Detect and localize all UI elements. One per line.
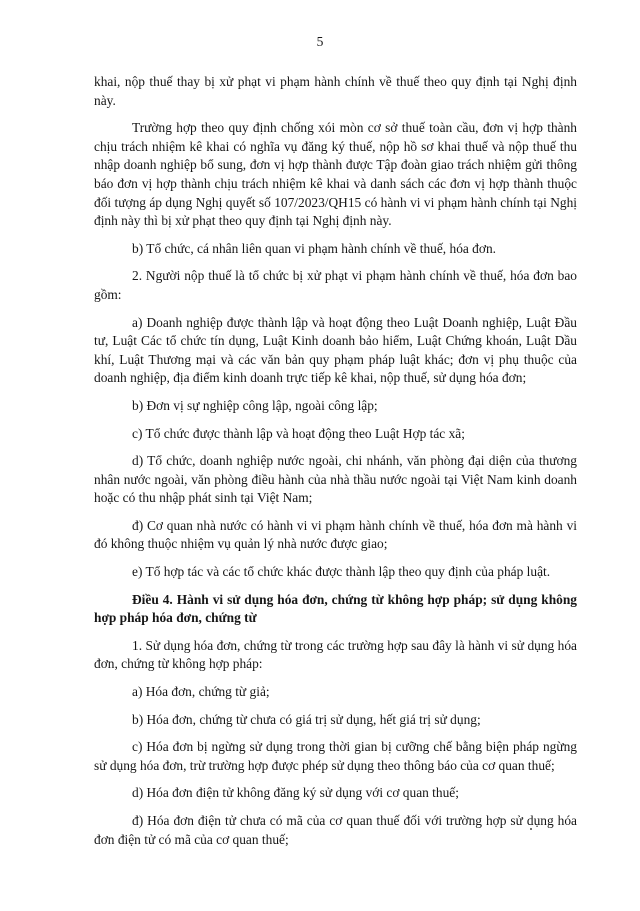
paragraph-4-1b: b) Hóa đơn, chứng từ chưa có giá trị sử dụng, hết giá trị sử dụng; [132,711,481,727]
paragraph-2: 2. Người nộp thuế là tổ chức bị xử phạt vi phạm hành chính về thuế, hóa đơn bao gồm: [94,268,577,302]
paragraph-4-1a: a) Hóa đơn, chứng từ giả; [132,684,270,700]
paragraph-2e: e) Tổ hợp tác và các tổ chức khác được thành lập theo quy định của pháp luật. [132,564,551,580]
paragraph-continuation: khai, nộp thuế thay bị xử phạt vi phạm hành chính về thuế theo quy định tại Nghị định này. [94,74,577,108]
page-number: 5 [316,34,324,49]
paragraph-4-1: 1. Sử dụng hóa đơn, chứng từ trong các trường hợp sau đây là hành vi sử dụng hóa đơn, chứng từ không hợp pháp: [94,637,577,672]
scan-speck [530,828,532,830]
paragraph-2dd: đ) Cơ quan nhà nước có hành vi vi phạm hành chính về thuế, hóa đơn mà hành vi đó không thuộc nhiệm vụ quản lý nhà nước được giao; [94,517,577,552]
paragraph-4-1c: c) Hóa đơn bị ngừng sử dụng trong thời gian bị cưỡng chế bằng biện pháp ngừng sử dụng hóa đơn, trừ trường hợp được phép sử dụng theo thông báo của cơ quan thuế; [94,739,577,773]
paragraph-4-1dd: đ) Hóa đơn điện tử chưa có mã của cơ quan thuế đối với trường hợp sử dụng hóa đơn điện tử có mã của cơ quan thuế; [94,813,577,847]
paragraph-2b: b) Đơn vị sự nghiệp công lập, ngoài công lập; [132,397,378,413]
document-body [94,73,577,858]
paragraph-2d: d) Tổ chức, doanh nghiệp nước ngoài, chi nhánh, văn phòng đại diện của thương nhân nước ngoài, văn phòng điều hành của nhà thầu nước ngoài tại Việt Nam kinh doanh hoặc có thu nhập phát sinh tại Việt Nam; [94,453,577,506]
paragraph-4-1d: d) Hóa đơn điện tử không đăng ký sử dụng với cơ quan thuế; [132,785,459,801]
article-4-heading: Điều 4. Hành vi sử dụng hóa đơn, chứng từ không hợp pháp; sử dụng không hợp pháp hóa đơn, chứng từ [94,591,577,626]
paragraph-2c: c) Tổ chức được thành lập và hoạt động theo Luật Hợp tác xã; [132,425,465,441]
paragraph-1b: b) Tổ chức, cá nhân liên quan vi phạm hành chính về thuế, hóa đơn. [132,240,497,256]
paragraph-global-minimum-tax: Trường hợp theo quy định chống xói mòn cơ sở thuế toàn cầu, đơn vị hợp thành chịu trách nhiệm kê khai có nghĩa vụ đăng ký thuế, nộp hồ sơ khai thuế và nộp thuế thu nhập doanh nghiệp bổ sung, đơn vị hợp thành được Tập đoàn giao trách nhiệm gửi thông báo đơn vị hợp thành chịu trách nhiệm kê khai và danh sách các đơn vị hợp thành thuộc đối tượng áp dụng Nghị quyết số 107/2023/QH15 có hành vi vi phạm hành chính tại Nghị định này thì bị xử phạt theo quy định tại Nghị định này. [94,120,577,229]
paragraph-2a: a) Doanh nghiệp được thành lập và hoạt động theo Luật Doanh nghiệp, Luật Đầu tư, Luật Các tổ chức tín dụng, Luật Kinh doanh bảo hiểm, Luật Chứng khoán, Luật Dầu khí, Luật Thương mại và các văn bản quy phạm pháp luật khác; đơn vị phụ thuộc của doanh nghiệp, địa điểm kinh doanh trực tiếp kê khai, nộp thuế, sử dụng hóa đơn; [94,314,577,386]
